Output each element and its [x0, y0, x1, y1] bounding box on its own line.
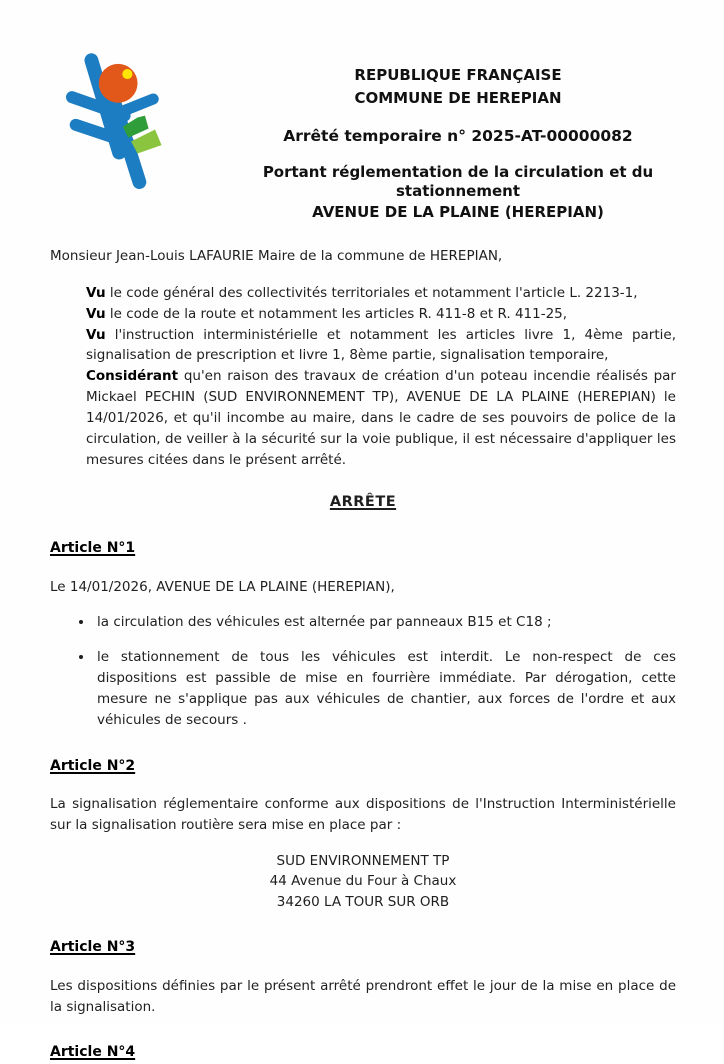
article-4-title [50, 1042, 676, 1064]
commune-herepian-logo [60, 48, 180, 198]
vu-text: l'instruction interministérielle et notamment les articles livre 1, 4ème partie, signalisation de prescription et livre 1, 8ème partie, signalisation temporaire, [86, 326, 676, 364]
document-header [240, 0, 676, 222]
vu-clause-3 [86, 325, 676, 367]
considerant-clause [86, 366, 676, 471]
arrete-heading-text: ARRÊTE [329, 493, 397, 510]
decree-subject: Portant réglementation de la circulation et du stationnement [262, 162, 654, 201]
vu-text: le code de la route et notamment les articles R. 411-8 et R. 411-25, [105, 305, 568, 322]
contractor-address-block [50, 851, 676, 912]
commune-title: COMMUNE DE HEREPIAN [354, 89, 562, 108]
vu-prefix: Vu [86, 284, 106, 301]
vu-prefix: Vu [86, 326, 106, 343]
logo-orange-ball [99, 64, 138, 103]
article-1-title-text: Article N°1 [50, 540, 136, 557]
arrete-heading [50, 491, 676, 513]
decree-number: Arrêté temporaire n° 2025-AT-00000082 [283, 126, 633, 145]
article-3-title [50, 937, 676, 959]
article-1-measures [50, 612, 676, 731]
contractor-name: SUD ENVIRONNEMENT TP [276, 853, 450, 870]
considerant-prefix: Considérant [86, 368, 179, 385]
article-3-text: Les dispositions définies par le présent arrêté prendront effet le jour de la mise en place de la signalisation. [50, 977, 676, 1015]
vu-text: le code général des collectivités territoriales et notamment l'article L. 2213-1, [105, 284, 638, 301]
article-2-title [50, 756, 676, 778]
considerant-text: qu'en raison des travaux de création d'un poteau incendie réalisés par Mickael PECHIN (SUD ENVIRONNEMENT TP), AVENUE DE LA PLAINE (HEREPIAN) le 14/01/2026, et qu'il incombe au maire, dans le cadre de ses pouvoirs de police de la circulation, de veiller à la sécurité sur la voie publique, il est nécessaire d'appliquer les mesures citées dans le présent arrêté. [86, 368, 676, 469]
article-4-title-text: Article N°4 [50, 1044, 136, 1061]
vu-clause-2 [86, 304, 676, 325]
article-2-title-text: Article N°2 [50, 757, 136, 774]
measure-item-circulation: • la circulation des véhicules est alternée par panneaux B15 et C18 ; [94, 612, 676, 633]
republic-title: REPUBLIQUE FRANÇAISE [354, 66, 562, 84]
measure-item-stationnement: • le stationnement de tous les véhicules est interdit. Le non-respect de ces dispositions est passible de mise en fourrière immédiate. Par dérogation, cette mesure ne s'applique pas aux véhicules de chantier, aux forces de l'ordre et aux véhicules de secours . [94, 647, 676, 731]
contractor-street: 44 Avenue du Four à Chaux [269, 873, 457, 890]
logo-yellow-dot [122, 69, 132, 79]
article-3-title-text: Article N°3 [50, 938, 136, 955]
mayor-salutation: Monsieur Jean-Louis LAFAURIE Maire de la commune de HEREPIAN, [50, 247, 503, 264]
recitals-block [86, 283, 676, 471]
article-2-text: La signalisation réglementaire conforme aux dispositions de l'Instruction Interministérielle sur la signalisation routière sera mise en place par : [50, 796, 676, 834]
decree-street: AVENUE DE LA PLAINE (HEREPIAN) [312, 202, 604, 221]
contractor-city: 34260 LA TOUR SUR ORB [276, 893, 450, 910]
article-1-title [50, 538, 676, 560]
vu-clause-1 [86, 283, 676, 304]
article-1-intro: Le 14/01/2026, AVENUE DE LA PLAINE (HEREPIAN), [50, 579, 395, 596]
vu-prefix: Vu [86, 305, 106, 322]
